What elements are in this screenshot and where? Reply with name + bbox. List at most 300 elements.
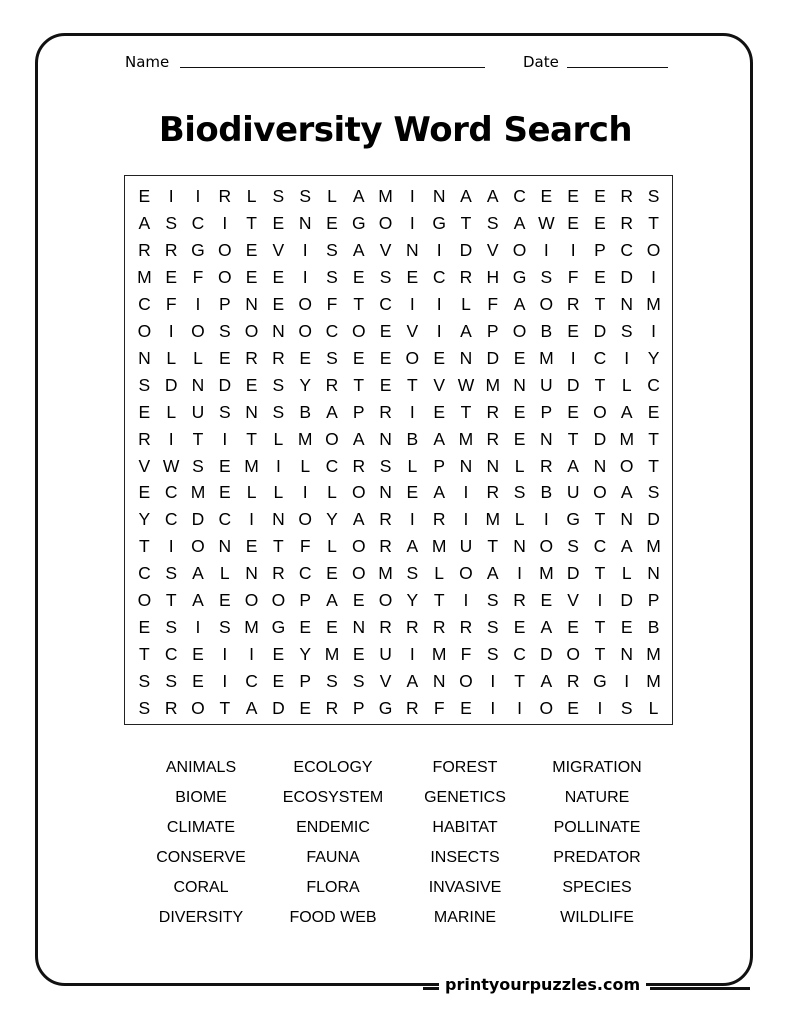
- grid-letter[interactable]: V: [272, 239, 285, 260]
- grid-letter[interactable]: N: [540, 428, 553, 449]
- grid-letter[interactable]: N: [379, 482, 392, 503]
- grid-letter[interactable]: B: [540, 320, 553, 341]
- grid-letter[interactable]: O: [137, 590, 152, 611]
- grid-letter[interactable]: N: [432, 186, 446, 206]
- grid-letter[interactable]: I: [463, 509, 469, 530]
- grid-letter[interactable]: I: [302, 239, 308, 260]
- grid-letter[interactable]: I: [624, 347, 630, 368]
- grid-letter[interactable]: O: [619, 455, 634, 476]
- grid-letter[interactable]: T: [648, 428, 659, 449]
- grid-letter[interactable]: N: [245, 293, 258, 314]
- grid-letter[interactable]: R: [138, 239, 151, 260]
- grid-letter[interactable]: C: [164, 482, 178, 503]
- grid-letter[interactable]: F: [567, 266, 579, 287]
- grid-letter[interactable]: D: [593, 428, 607, 449]
- grid-letter[interactable]: B: [540, 482, 553, 503]
- grid-letter[interactable]: R: [379, 509, 392, 530]
- grid-letter[interactable]: I: [168, 536, 174, 557]
- grid-letter[interactable]: L: [246, 482, 257, 503]
- grid-letter[interactable]: M: [244, 455, 259, 476]
- grid-letter[interactable]: A: [406, 536, 419, 557]
- grid-letter[interactable]: I: [222, 671, 228, 692]
- grid-letter[interactable]: I: [651, 320, 656, 341]
- grid-letter[interactable]: A: [540, 671, 553, 692]
- grid-letter[interactable]: F: [165, 293, 177, 314]
- grid-letter[interactable]: D: [191, 509, 205, 530]
- grid-letter[interactable]: E: [620, 617, 633, 638]
- grid-letter[interactable]: M: [646, 644, 661, 665]
- grid-letter[interactable]: L: [246, 186, 257, 206]
- grid-letter[interactable]: S: [192, 455, 204, 476]
- grid-letter[interactable]: L: [327, 186, 337, 206]
- grid-letter[interactable]: O: [512, 320, 527, 341]
- grid-letter[interactable]: T: [594, 509, 606, 530]
- grid-letter[interactable]: M: [458, 428, 474, 449]
- grid-letter[interactable]: R: [272, 347, 285, 368]
- grid-letter[interactable]: E: [299, 347, 312, 368]
- grid-letter[interactable]: R: [325, 374, 339, 395]
- grid-letter[interactable]: M: [431, 644, 447, 665]
- grid-letter[interactable]: C: [164, 509, 178, 530]
- grid-letter[interactable]: O: [217, 239, 232, 260]
- grid-letter[interactable]: L: [219, 563, 230, 584]
- grid-letter[interactable]: Y: [138, 509, 151, 530]
- grid-letter[interactable]: P: [218, 293, 231, 314]
- grid-letter[interactable]: T: [460, 212, 472, 233]
- grid-letter[interactable]: B: [406, 428, 419, 449]
- grid-letter[interactable]: M: [378, 563, 393, 584]
- grid-letter[interactable]: Y: [299, 374, 312, 395]
- grid-letter[interactable]: I: [490, 671, 496, 692]
- grid-letter[interactable]: I: [222, 212, 228, 233]
- grid-letter[interactable]: E: [513, 401, 526, 422]
- grid-letter[interactable]: L: [621, 374, 632, 395]
- grid-letter[interactable]: N: [352, 617, 366, 638]
- grid-letter[interactable]: N: [620, 644, 634, 665]
- grid-letter[interactable]: R: [164, 239, 178, 260]
- grid-letter[interactable]: A: [326, 401, 338, 422]
- grid-letter[interactable]: D: [540, 644, 553, 665]
- grid-letter[interactable]: S: [379, 266, 392, 287]
- grid-letter[interactable]: S: [540, 266, 553, 287]
- grid-letter[interactable]: O: [137, 320, 152, 341]
- grid-letter[interactable]: V: [406, 320, 419, 341]
- grid-letter[interactable]: E: [352, 347, 365, 368]
- grid-letter[interactable]: E: [567, 186, 579, 206]
- grid-letter[interactable]: M: [539, 563, 554, 584]
- grid-letter[interactable]: M: [485, 509, 501, 530]
- grid-letter[interactable]: S: [218, 320, 231, 341]
- grid-letter[interactable]: T: [219, 698, 231, 719]
- grid-letter[interactable]: W: [538, 212, 555, 233]
- grid-letter[interactable]: E: [352, 266, 365, 287]
- grid-letter[interactable]: A: [513, 293, 526, 314]
- grid-letter[interactable]: G: [512, 266, 527, 287]
- grid-letter[interactable]: T: [567, 428, 579, 449]
- grid-letter[interactable]: E: [594, 186, 606, 206]
- grid-letter[interactable]: T: [594, 563, 606, 584]
- grid-letter[interactable]: A: [540, 617, 553, 638]
- grid-letter[interactable]: O: [271, 590, 286, 611]
- grid-letter[interactable]: S: [486, 617, 499, 638]
- grid-letter[interactable]: N: [218, 536, 232, 557]
- grid-letter[interactable]: P: [540, 401, 553, 422]
- grid-letter[interactable]: P: [299, 671, 312, 692]
- grid-letter[interactable]: M: [297, 428, 313, 449]
- grid-letter[interactable]: O: [191, 320, 205, 341]
- grid-letter[interactable]: T: [594, 617, 606, 638]
- grid-letter[interactable]: L: [514, 455, 525, 476]
- grid-letter[interactable]: G: [566, 509, 580, 530]
- grid-letter[interactable]: M: [431, 536, 447, 557]
- grid-letter[interactable]: C: [620, 239, 634, 260]
- grid-letter[interactable]: L: [193, 347, 203, 368]
- date-field-line[interactable]: [567, 67, 668, 68]
- grid-letter[interactable]: I: [195, 186, 201, 206]
- grid-letter[interactable]: P: [647, 590, 660, 611]
- grid-letter[interactable]: S: [486, 590, 499, 611]
- grid-letter[interactable]: I: [570, 347, 576, 368]
- grid-letter[interactable]: R: [406, 698, 419, 719]
- grid-letter[interactable]: U: [540, 374, 553, 395]
- grid-letter[interactable]: M: [646, 671, 661, 692]
- grid-letter[interactable]: I: [409, 644, 415, 665]
- grid-letter[interactable]: A: [352, 509, 365, 530]
- grid-letter[interactable]: C: [325, 320, 339, 341]
- grid-letter[interactable]: M: [619, 428, 635, 449]
- grid-letter[interactable]: V: [486, 239, 499, 260]
- grid-letter[interactable]: T: [594, 374, 606, 395]
- grid-letter[interactable]: D: [486, 347, 500, 368]
- grid-letter[interactable]: N: [272, 320, 285, 341]
- grid-letter[interactable]: S: [138, 698, 151, 719]
- grid-letter[interactable]: R: [566, 671, 580, 692]
- grid-letter[interactable]: E: [272, 671, 285, 692]
- grid-letter[interactable]: R: [164, 698, 178, 719]
- grid-letter[interactable]: A: [486, 186, 499, 206]
- grid-letter[interactable]: I: [409, 401, 415, 422]
- grid-letter[interactable]: B: [299, 401, 312, 422]
- grid-letter[interactable]: S: [620, 698, 633, 719]
- grid-letter[interactable]: S: [620, 320, 633, 341]
- grid-letter[interactable]: G: [271, 617, 286, 638]
- grid-letter[interactable]: O: [351, 482, 366, 503]
- grid-letter[interactable]: L: [273, 482, 284, 503]
- grid-letter[interactable]: C: [513, 644, 526, 665]
- grid-letter[interactable]: E: [433, 401, 445, 422]
- grid-letter[interactable]: E: [379, 374, 392, 395]
- grid-letter[interactable]: E: [138, 617, 151, 638]
- grid-letter[interactable]: C: [164, 644, 178, 665]
- grid-letter[interactable]: I: [490, 698, 496, 719]
- grid-letter[interactable]: D: [566, 374, 580, 395]
- grid-letter[interactable]: S: [352, 671, 365, 692]
- grid-letter[interactable]: P: [594, 239, 606, 260]
- grid-letter[interactable]: C: [325, 455, 339, 476]
- grid-letter[interactable]: G: [378, 698, 393, 719]
- grid-letter[interactable]: I: [409, 293, 415, 314]
- grid-letter[interactable]: E: [406, 482, 419, 503]
- grid-letter[interactable]: L: [648, 698, 659, 719]
- grid-letter[interactable]: A: [433, 428, 445, 449]
- grid-letter[interactable]: L: [327, 482, 337, 503]
- grid-letter[interactable]: R: [379, 401, 392, 422]
- grid-letter[interactable]: A: [352, 239, 365, 260]
- grid-letter[interactable]: F: [433, 698, 445, 719]
- grid-letter[interactable]: A: [460, 186, 472, 206]
- grid-letter[interactable]: N: [298, 212, 312, 233]
- grid-letter[interactable]: O: [539, 536, 554, 557]
- grid-letter[interactable]: C: [513, 186, 526, 206]
- grid-letter[interactable]: E: [326, 617, 338, 638]
- grid-letter[interactable]: O: [539, 293, 554, 314]
- grid-letter[interactable]: L: [434, 563, 445, 584]
- grid-letter[interactable]: R: [540, 455, 553, 476]
- grid-letter[interactable]: N: [459, 347, 473, 368]
- grid-letter[interactable]: U: [459, 536, 473, 557]
- grid-letter[interactable]: T: [353, 293, 365, 314]
- grid-letter[interactable]: R: [620, 212, 634, 233]
- grid-letter[interactable]: O: [244, 320, 259, 341]
- grid-letter[interactable]: P: [486, 320, 499, 341]
- grid-letter[interactable]: R: [513, 590, 526, 611]
- grid-letter[interactable]: R: [486, 428, 500, 449]
- grid-letter[interactable]: D: [620, 590, 634, 611]
- grid-letter[interactable]: E: [513, 428, 526, 449]
- grid-letter[interactable]: M: [646, 293, 661, 314]
- grid-letter[interactable]: I: [168, 186, 174, 206]
- grid-letter[interactable]: I: [249, 644, 255, 665]
- grid-letter[interactable]: S: [647, 482, 660, 503]
- grid-letter[interactable]: E: [460, 698, 472, 719]
- grid-letter[interactable]: V: [567, 590, 579, 611]
- grid-letter[interactable]: R: [620, 186, 634, 206]
- grid-letter[interactable]: I: [409, 212, 415, 233]
- grid-letter[interactable]: O: [351, 536, 366, 557]
- grid-letter[interactable]: R: [459, 617, 473, 638]
- grid-letter[interactable]: R: [352, 455, 366, 476]
- grid-letter[interactable]: I: [249, 509, 255, 530]
- grid-letter[interactable]: N: [513, 536, 526, 557]
- grid-letter[interactable]: E: [513, 347, 526, 368]
- grid-letter[interactable]: H: [486, 266, 500, 287]
- grid-letter[interactable]: G: [351, 212, 366, 233]
- grid-letter[interactable]: R: [138, 428, 151, 449]
- grid-letter[interactable]: F: [460, 644, 472, 665]
- grid-letter[interactable]: E: [245, 266, 258, 287]
- grid-letter[interactable]: C: [245, 671, 258, 692]
- grid-letter[interactable]: O: [244, 590, 259, 611]
- grid-letter[interactable]: I: [409, 186, 415, 206]
- grid-letter[interactable]: T: [594, 293, 606, 314]
- grid-letter[interactable]: O: [351, 320, 366, 341]
- grid-letter[interactable]: W: [162, 455, 180, 476]
- grid-letter[interactable]: E: [352, 590, 365, 611]
- grid-letter[interactable]: O: [512, 239, 527, 260]
- grid-letter[interactable]: L: [621, 563, 632, 584]
- grid-letter[interactable]: I: [222, 644, 228, 665]
- grid-letter[interactable]: E: [567, 401, 579, 422]
- grid-letter[interactable]: E: [379, 320, 392, 341]
- grid-letter[interactable]: I: [302, 266, 308, 287]
- grid-letter[interactable]: T: [192, 428, 204, 449]
- grid-letter[interactable]: E: [272, 266, 285, 287]
- grid-letter[interactable]: E: [272, 644, 285, 665]
- grid-letter[interactable]: I: [543, 239, 549, 260]
- grid-letter[interactable]: L: [514, 509, 525, 530]
- grid-letter[interactable]: U: [566, 482, 580, 503]
- grid-letter[interactable]: R: [486, 401, 500, 422]
- grid-letter[interactable]: A: [620, 482, 633, 503]
- grid-letter[interactable]: E: [647, 401, 660, 422]
- grid-letter[interactable]: I: [651, 266, 656, 287]
- grid-letter[interactable]: O: [351, 563, 366, 584]
- grid-letter[interactable]: L: [407, 455, 418, 476]
- grid-letter[interactable]: V: [379, 239, 392, 260]
- grid-letter[interactable]: T: [165, 590, 177, 611]
- grid-letter[interactable]: I: [436, 293, 442, 314]
- grid-letter[interactable]: A: [406, 671, 419, 692]
- grid-letter[interactable]: M: [485, 374, 501, 395]
- grid-letter[interactable]: F: [326, 293, 338, 314]
- grid-letter[interactable]: Y: [406, 590, 419, 611]
- grid-letter[interactable]: E: [245, 536, 258, 557]
- grid-letter[interactable]: N: [245, 401, 258, 422]
- grid-letter[interactable]: P: [299, 590, 312, 611]
- grid-letter[interactable]: G: [432, 212, 446, 233]
- grid-letter[interactable]: I: [409, 509, 415, 530]
- grid-letter[interactable]: E: [138, 482, 151, 503]
- grid-letter[interactable]: E: [567, 320, 579, 341]
- grid-letter[interactable]: S: [486, 212, 499, 233]
- grid-letter[interactable]: V: [379, 671, 392, 692]
- grid-letter[interactable]: U: [191, 401, 205, 422]
- grid-letter[interactable]: A: [567, 455, 579, 476]
- grid-letter[interactable]: S: [406, 563, 419, 584]
- grid-letter[interactable]: O: [405, 347, 420, 368]
- grid-letter[interactable]: E: [326, 563, 338, 584]
- grid-letter[interactable]: T: [353, 374, 365, 395]
- grid-letter[interactable]: A: [192, 590, 204, 611]
- grid-letter[interactable]: S: [379, 455, 392, 476]
- grid-letter[interactable]: E: [272, 212, 285, 233]
- grid-letter[interactable]: E: [245, 374, 258, 395]
- grid-letter[interactable]: I: [570, 239, 576, 260]
- grid-letter[interactable]: C: [593, 536, 607, 557]
- grid-letter[interactable]: F: [299, 536, 311, 557]
- grid-letter[interactable]: O: [593, 401, 607, 422]
- grid-letter[interactable]: T: [246, 428, 257, 449]
- grid-letter[interactable]: I: [195, 617, 201, 638]
- grid-letter[interactable]: R: [459, 266, 473, 287]
- grid-letter[interactable]: E: [326, 212, 338, 233]
- grid-letter[interactable]: R: [406, 617, 419, 638]
- grid-letter[interactable]: L: [166, 347, 177, 368]
- grid-letter[interactable]: R: [486, 482, 500, 503]
- grid-letter[interactable]: A: [486, 563, 499, 584]
- grid-letter[interactable]: M: [324, 644, 340, 665]
- grid-letter[interactable]: I: [543, 509, 549, 530]
- grid-letter[interactable]: I: [436, 239, 442, 260]
- grid-letter[interactable]: T: [139, 644, 150, 665]
- grid-letter[interactable]: B: [647, 617, 660, 638]
- grid-letter[interactable]: E: [540, 590, 553, 611]
- name-field-line[interactable]: [180, 67, 485, 68]
- grid-letter[interactable]: T: [460, 401, 472, 422]
- grid-letter[interactable]: R: [566, 293, 580, 314]
- grid-letter[interactable]: S: [326, 671, 338, 692]
- grid-letter[interactable]: C: [138, 293, 151, 314]
- grid-letter[interactable]: R: [432, 509, 446, 530]
- grid-letter[interactable]: P: [352, 401, 365, 422]
- grid-letter[interactable]: E: [218, 347, 231, 368]
- grid-letter[interactable]: S: [165, 212, 178, 233]
- grid-letter[interactable]: M: [378, 186, 393, 206]
- grid-letter[interactable]: O: [298, 509, 312, 530]
- grid-letter[interactable]: S: [272, 186, 285, 206]
- grid-letter[interactable]: G: [593, 671, 607, 692]
- grid-letter[interactable]: O: [459, 563, 473, 584]
- grid-letter[interactable]: T: [594, 644, 606, 665]
- grid-letter[interactable]: D: [272, 698, 285, 719]
- grid-letter[interactable]: O: [593, 482, 607, 503]
- grid-letter[interactable]: C: [432, 266, 446, 287]
- grid-letter[interactable]: T: [487, 536, 499, 557]
- grid-letter[interactable]: S: [218, 617, 231, 638]
- grid-letter[interactable]: O: [378, 590, 393, 611]
- grid-letter[interactable]: T: [648, 455, 659, 476]
- grid-letter[interactable]: C: [647, 374, 660, 395]
- grid-letter[interactable]: O: [298, 320, 312, 341]
- grid-letter[interactable]: E: [218, 590, 231, 611]
- grid-letter[interactable]: I: [517, 698, 522, 719]
- grid-letter[interactable]: E: [245, 239, 258, 260]
- grid-letter[interactable]: N: [272, 509, 285, 530]
- grid-letter[interactable]: N: [647, 563, 660, 584]
- grid-letter[interactable]: E: [379, 347, 392, 368]
- grid-letter[interactable]: O: [539, 698, 554, 719]
- grid-letter[interactable]: E: [594, 266, 606, 287]
- grid-letter[interactable]: D: [459, 239, 473, 260]
- grid-letter[interactable]: C: [218, 509, 232, 530]
- grid-letter[interactable]: M: [137, 266, 152, 287]
- grid-letter[interactable]: A: [245, 698, 258, 719]
- grid-letter[interactable]: E: [433, 347, 445, 368]
- grid-letter[interactable]: T: [514, 671, 525, 692]
- grid-letter[interactable]: S: [567, 536, 579, 557]
- grid-letter[interactable]: A: [620, 536, 633, 557]
- grid-letter[interactable]: T: [407, 374, 418, 395]
- grid-letter[interactable]: A: [433, 482, 445, 503]
- grid-letter[interactable]: P: [433, 455, 445, 476]
- grid-letter[interactable]: R: [379, 617, 392, 638]
- grid-letter[interactable]: C: [191, 212, 205, 233]
- grid-letter[interactable]: S: [647, 186, 660, 206]
- grid-letter[interactable]: D: [566, 563, 580, 584]
- grid-letter[interactable]: O: [191, 698, 205, 719]
- grid-letter[interactable]: E: [540, 186, 553, 206]
- grid-letter[interactable]: E: [218, 455, 231, 476]
- grid-letter[interactable]: I: [168, 320, 174, 341]
- grid-letter[interactable]: A: [620, 401, 633, 422]
- grid-letter[interactable]: N: [620, 509, 634, 530]
- grid-letter[interactable]: E: [192, 644, 204, 665]
- grid-letter[interactable]: C: [593, 347, 607, 368]
- grid-letter[interactable]: D: [164, 374, 178, 395]
- grid-letter[interactable]: T: [433, 590, 445, 611]
- grid-letter[interactable]: R: [432, 617, 446, 638]
- grid-letter[interactable]: Y: [299, 644, 312, 665]
